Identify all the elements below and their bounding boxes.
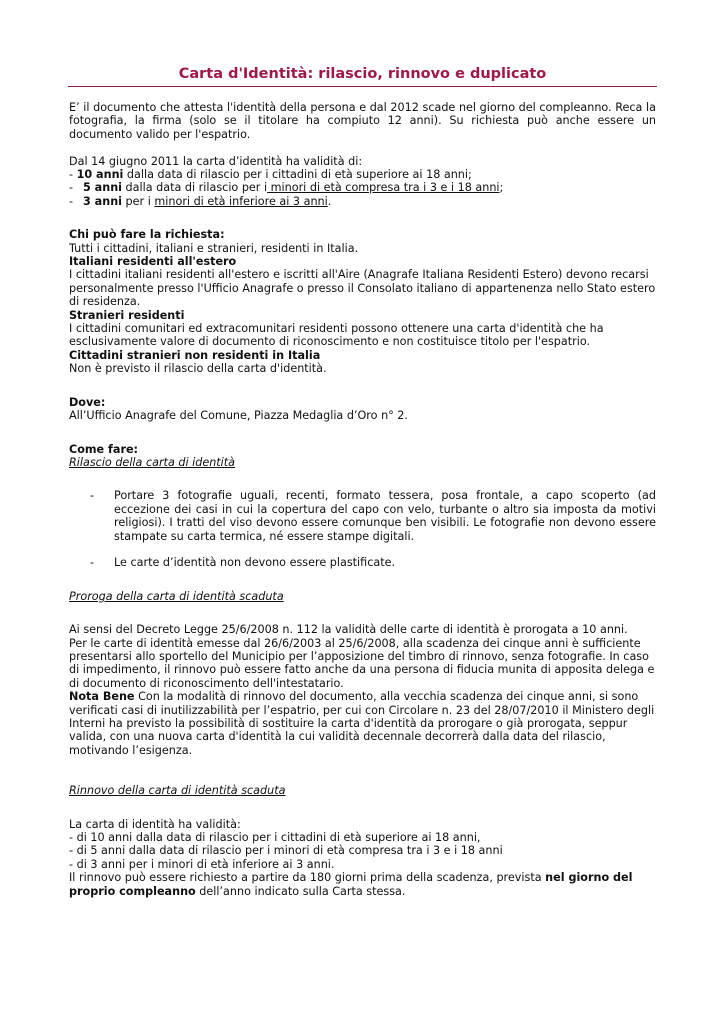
- renewal-line: - di 3 anni per i minori di età inferiore ai 3 anni.: [69, 857, 335, 871]
- list-item: [69, 556, 656, 569]
- who-section: [69, 228, 656, 375]
- foreign-heading: Stranieri residenti: [69, 308, 185, 322]
- item-duration: 3 anni: [83, 194, 122, 208]
- renewal-final-tail: dell’anno indicato sulla Carta stessa.: [195, 884, 406, 898]
- document-body: [69, 101, 656, 898]
- where-section: [69, 396, 656, 423]
- abroad-heading: Italiani residenti all'estero: [69, 255, 237, 269]
- nonresident-heading: Cittadini stranieri non residenti in Italia: [69, 348, 321, 362]
- bullet-dash: -: [90, 556, 95, 570]
- nota-bene-text: Con la modalità di rinnovo del documento, alla vecchia scadenza dei cinque anni, si sono verificati casi di inutilizzabilità per l’espatrio, per cui con Circolare n. 23 del 28/07/2010 il Ministero degli Interni ha previsto la possibilità di sostituire la carta d'identità da prorogare o già prorogata, seppur valida, con una nuova carta d'identità la cui validità decennale decorrerà dalla data del rilascio, motivando l’esigenza.: [69, 690, 655, 757]
- renewal-final-paragraph: [69, 871, 656, 898]
- validity-item: [69, 195, 656, 208]
- renewal-line: La carta di identità ha validità:: [69, 817, 241, 831]
- bullet-text: Le carte d’identità non devono essere plastificate.: [114, 556, 396, 570]
- renewal-line: - di 5 anni dalla data di rilascio per i minori di età compresa tra i 3 e i 18 anni: [69, 844, 503, 858]
- item-tail: .: [327, 194, 332, 208]
- validity-section: [69, 155, 656, 209]
- validity-item: [69, 181, 656, 194]
- renewal-final-bold: nel giorno del proprio compleanno: [69, 871, 633, 898]
- title-divider: [68, 86, 657, 87]
- bullet-dash: -: [90, 489, 95, 503]
- item-dash: -: [69, 168, 77, 182]
- bullet-text: Portare 3 fotografie uguali, recenti, formato tessera, posa frontale, a capo scoperto (ad eccezione dei casi in cui la copertura del capo con velo, turbante o altro sia imposta da motivi religiosi). I tratti del viso devono essere comunque ben visibili. Le fotografie non devono essere stampate su carta termica, né essere stampe digitali.: [114, 489, 656, 543]
- abroad-text: I cittadini italiani residenti all'estero e iscritti all'Aire (Anagrafe Italiana Residenti Estero) devono recarsi personalmente presso l'Ufficio Anagrafe o presso il Consolato italiano di appartenenza nello Stato estero di residenza.: [69, 268, 656, 309]
- where-text: All’Ufficio Anagrafe del Comune, Piazza Medaglia d’Oro n° 2.: [69, 409, 408, 423]
- nota-bene-paragraph: [69, 690, 656, 757]
- who-text: Tutti i cittadini, italiani e stranieri, residenti in Italia.: [69, 241, 359, 255]
- validity-item: [69, 168, 656, 181]
- item-underlined-text: minori di età inferiore ai 3 anni: [154, 194, 328, 208]
- extension-paragraph: Per le carte di identità emesse dal 26/6/2003 al 25/6/2008, alla scadenza dei cinque anni è sufficiente presentarsi allo sportello del Municipio per l’apposizione del timbro di rinnovo, senza fotografie. In caso di impedimento, il rinnovo può essere fatto anche da una persona di fiducia munita di apposita delega e di documento di riconoscimento dell'intestatario.: [69, 636, 655, 690]
- item-tail: ;: [499, 181, 504, 195]
- item-text: dalla data di rilascio per i: [122, 181, 268, 195]
- intro-paragraph: E’ il documento che attesta l'identità della persona e dal 2012 scade nel giorno del compleanno. Reca la fotografia, la firma (solo se il titolare ha compiuto 12 anni). Su richiesta può anche essere un documento valido per l'espatrio.: [69, 101, 656, 141]
- item-underlined-text: minori di età compresa tra i 3 e i 18 anni: [267, 181, 500, 195]
- how-section: [69, 443, 656, 570]
- renewal-section: [69, 784, 656, 898]
- extension-heading: Proroga della carta di identità scaduta: [69, 589, 284, 603]
- item-duration: 10 anni: [76, 168, 124, 182]
- item-dash: -: [69, 181, 74, 195]
- page-title: Carta d'Identità: rilascio, rinnovo e duplicato: [178, 66, 547, 82]
- renewal-heading: Rinnovo della carta di identità scaduta: [69, 784, 286, 798]
- nonresident-text: Non è previsto il rilascio della carta d'identità.: [69, 362, 327, 376]
- item-text: dalla data di rilascio per i cittadini di età superiore ai 18 anni;: [123, 168, 472, 182]
- renewal-final-text: Il rinnovo può essere richiesto a partire da 180 giorni prima della scadenza, prevista: [69, 871, 546, 885]
- list-item: [69, 489, 656, 543]
- foreign-text: I cittadini comunitari ed extracomunitari residenti possono ottenere una carta d'identità che ha esclusivamente valore di documento di riconoscimento e non costituisce titolo per l'espatrio.: [69, 322, 604, 349]
- item-dash: -: [69, 194, 74, 208]
- who-heading: Chi può fare la richiesta:: [69, 228, 225, 242]
- issuance-subheading: Rilascio della carta di identità: [69, 455, 236, 469]
- validity-heading: Dal 14 giugno 2011 la carta d’identità ha validità di:: [69, 154, 363, 168]
- extension-paragraph: Ai sensi del Decreto Legge 25/6/2008 n. 112 la validità delle carte di identità è prorogata a 10 anni.: [69, 623, 628, 637]
- how-heading: Come fare:: [69, 442, 139, 456]
- renewal-line: - di 10 anni dalla data di rilascio per i cittadini di età superiore ai 18 anni,: [69, 831, 481, 845]
- extension-section: [69, 590, 656, 757]
- where-heading: Dove:: [69, 395, 106, 409]
- item-text: per i: [122, 194, 155, 208]
- item-duration: 5 anni: [83, 181, 122, 195]
- nota-bene-label: Nota Bene: [69, 690, 135, 704]
